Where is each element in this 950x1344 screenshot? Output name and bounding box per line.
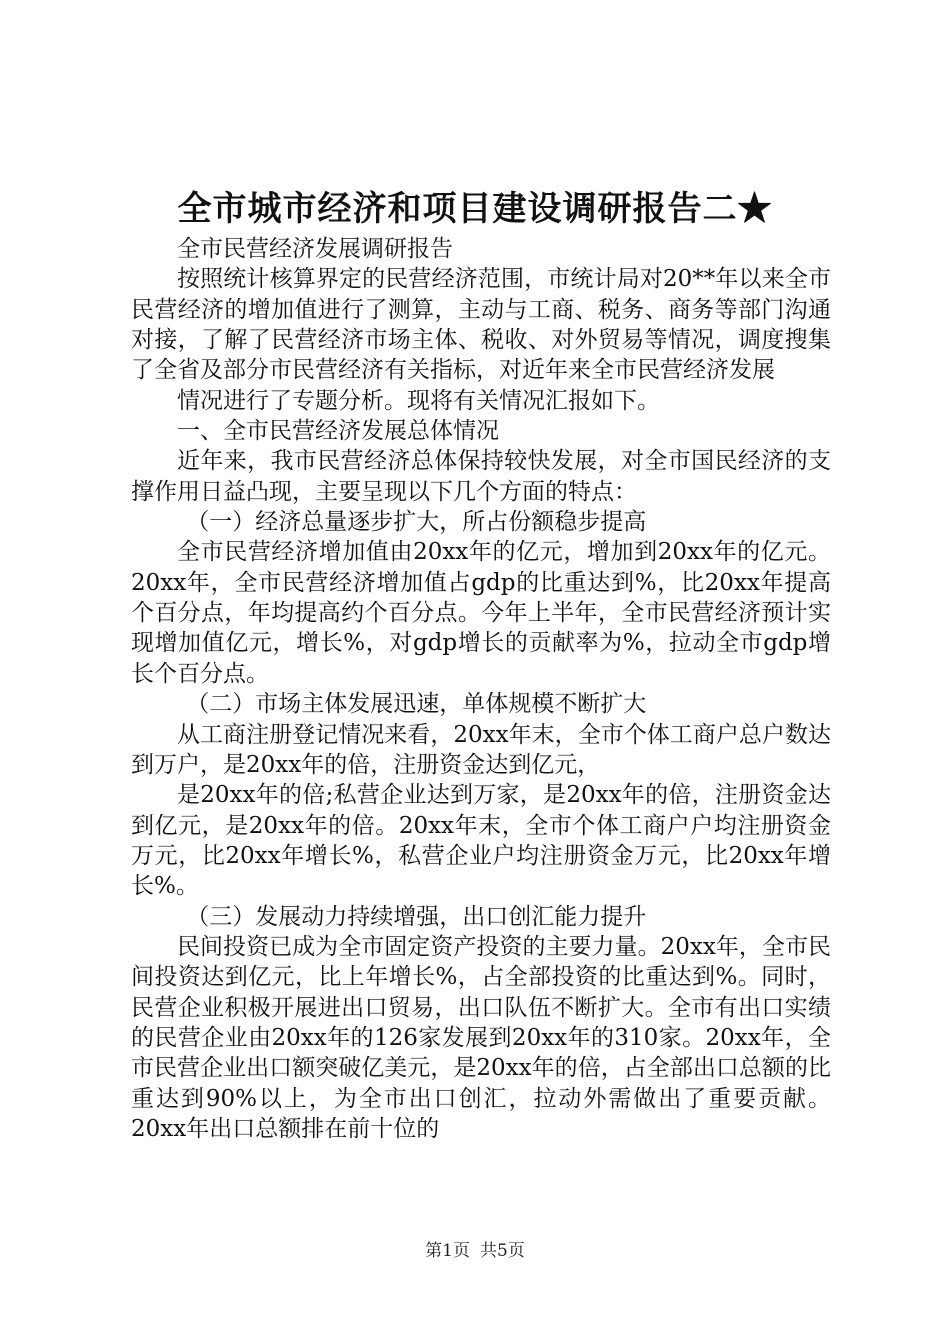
subsection-heading: （一）经济总量逐步扩大，所占份额稳步提高 xyxy=(186,509,647,536)
document-title: 全市城市经济和项目建设调研报告二★ xyxy=(177,189,773,229)
document-body xyxy=(131,234,831,1144)
report-subtitle: 全市民营经济发展调研报告 xyxy=(177,236,453,262)
subsection-heading: （三）发展动力持续增强，出口创汇能力提升 xyxy=(186,903,647,930)
page-total: 共5页 xyxy=(480,1241,525,1261)
page-number: 第1页 xyxy=(425,1241,470,1261)
body-paragraph: 是20xx年的倍;私营企业达到万家，是20xx年的倍，注册资金达到亿元，是20xx年的倍。20xx年末，全市个体工商户户均注册资金万元，比20xx年增长%，私营企业户均注册资金万元，比20xx年增长%。 xyxy=(131,782,831,900)
body-paragraph: 从工商注册登记情况来看，20xx年末，全市个体工商户总户数达到万户，是20xx年的倍，注册资金达到亿元， xyxy=(131,721,831,778)
body-paragraph: 近年来，我市民营经济总体保持较快发展，对全市国民经济的支撑作用日益凸现，主要呈现以下几个方面的特点： xyxy=(131,448,831,505)
page-footer xyxy=(0,1239,950,1263)
body-paragraph: 全市民营经济增加值由20xx年的亿元，增加到20xx年的亿元。20xx年，全市民营经济增加值占gdp的比重达到%，比20xx年提高个百分点，年均提高约个百分点。今年上半年，全市民营经济预计实现增加值亿元，增长%，对gdp增长的贡献率为%，拉动全市gdp增长个百分点。 xyxy=(131,539,831,687)
subsection-heading: （二）市场主体发展迅速，单体规模不断扩大 xyxy=(186,691,647,718)
body-paragraph: 按照统计核算界定的民营经济范围，市统计局对20**年以来全市民营经济的增加值进行了测算，主动与工商、税务、商务等部门沟通对接，了解了民营经济市场主体、税收、对外贸易等情况，调度搜集了全省及部分市民营经济有关指标，对近年来全市民营经济发展 xyxy=(131,266,831,384)
body-paragraph: 民间投资已成为全市固定资产投资的主要力量。20xx年，全市民间投资达到亿元，比上年增长%，占全部投资的比重达到%。同时，民营企业积极开展进出口贸易，出口队伍不断扩大。全市有出口实绩的民营企业由20xx年的126家发展到20xx年的310家。20xx年，全市民营企业出口额突破亿美元，是20xx年的倍，占全部出口总额的比重达到90%以上，为全市出口创汇，拉动外需做出了重要贡献。20xx年出口总额排在前十位的 xyxy=(131,933,831,1142)
body-paragraph: 情况进行了专题分析。现将有关情况汇报如下。 xyxy=(177,387,660,414)
section-heading: 一、全市民营经济发展总体情况 xyxy=(177,418,499,445)
